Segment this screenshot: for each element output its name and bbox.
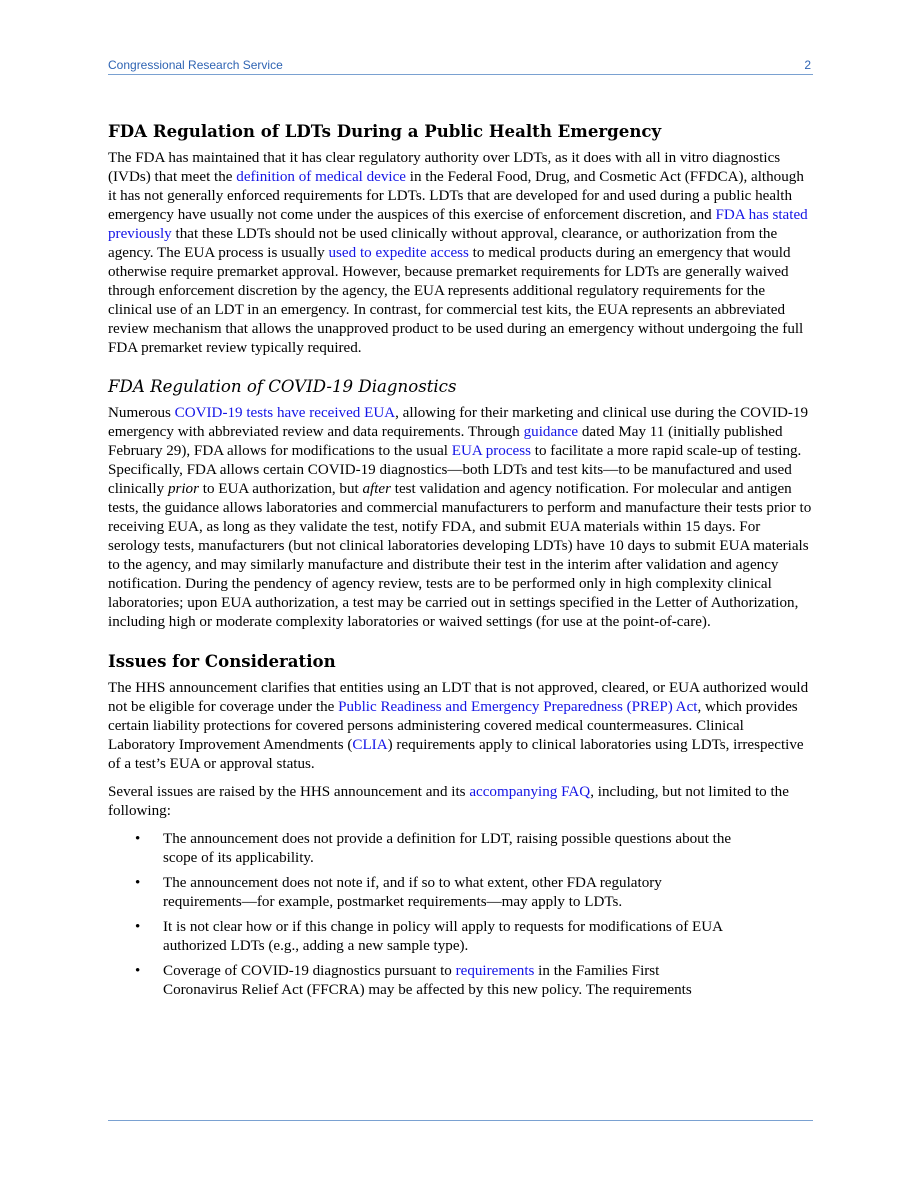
text-run: Numerous <box>108 405 175 421</box>
paragraph <box>108 679 813 774</box>
issues-bullet-list <box>108 830 813 1000</box>
text-run: The announcement does not note if, and if so to what extent, other FDA regulatory requirements—for example, postmarket requirements—may apply to LDTs. <box>163 875 662 910</box>
main-content <box>108 120 813 1006</box>
section-covid-diagnostics <box>108 376 813 632</box>
emphasis-after: after <box>362 481 391 497</box>
text-run: that these LDTs should not be used clinically without approval, clearance, or authorization from the agency. The EUA process is usually <box>108 226 778 261</box>
link-requirements[interactable]: requirements <box>455 963 535 979</box>
paragraph <box>108 149 813 358</box>
text-run: dated May 11 (initially published February 29), FDA allows for modifications to the usual <box>108 424 783 459</box>
link-clia[interactable]: CLIA <box>352 737 388 753</box>
bullet-icon: • <box>135 963 141 979</box>
list-item <box>108 962 733 1000</box>
text-run: to facilitate a more rapid scale-up of testing. Specifically, FDA allows certain COVID-19 diagnostics—both LDTs and test kits—to be manufactured and used clinically <box>108 443 802 497</box>
paragraph <box>108 404 813 632</box>
list-item <box>108 874 733 912</box>
link-prep-act[interactable]: Public Readiness and Emergency Preparedness (PREP) Act <box>338 699 698 715</box>
text-run: , including, but not limited to the following: <box>108 784 789 819</box>
bullet-icon: • <box>135 875 141 891</box>
text-run: , which provides certain liability protections for covered persons administering covered medical countermeasures. Clinical Laboratory Improvement Amendments ( <box>108 699 798 753</box>
text-run: The HHS announcement clarifies that entities using an LDT that is not approved, cleared, or EUA authorized would not be eligible for coverage under the <box>108 680 809 715</box>
footer-divider <box>108 1120 813 1121</box>
bullet-icon: • <box>135 919 141 935</box>
link-used-to-expedite-access[interactable]: used to expedite access <box>328 245 469 261</box>
text-run: in the Federal Food, Drug, and Cosmetic Act (FFDCA), although it has not generally enforced requirements for LDTs. LDTs that are developed for and used during a public health emergency have usually not come under the auspices of this exercise of enforcement discretion, and <box>108 169 804 223</box>
text-run: The FDA has maintained that it has clear regulatory authority over LDTs, as it does with all in vitro diagnostics (IVDs) that meet the <box>108 150 781 185</box>
paragraph <box>108 783 813 821</box>
link-definition-of-medical-device[interactable]: definition of medical device <box>236 169 407 185</box>
page-header <box>108 58 813 75</box>
list-item <box>108 918 733 956</box>
link-guidance[interactable]: guidance <box>523 424 579 440</box>
bullet-icon: • <box>135 831 141 847</box>
list-item <box>108 830 733 868</box>
link-eua-process[interactable]: EUA process <box>451 443 531 459</box>
emphasis-prior: prior <box>167 481 199 497</box>
link-accompanying-faq[interactable]: accompanying FAQ <box>469 784 591 800</box>
text-run: Several issues are raised by the HHS announcement and its <box>108 784 470 800</box>
text-run: It is not clear how or if this change in policy will apply to requests for modifications of EUA authorized LDTs (e.g., adding a new sample type). <box>163 919 723 954</box>
text-run: The announcement does not provide a definition for LDT, raising possible questions about the scope of its applicability. <box>163 831 732 866</box>
section-heading: Issues for Consideration <box>108 651 336 671</box>
text-run: to medical products during an emergency that would otherwise require premarket approval. However, because premarket requirements for LDTs are generally waived through enforcement discretion by the agency, the EUA represents additional regulatory requirements for the clinical use of an LDT in an emergency. In contrast, for commercial test kits, the EUA represents an abbreviated review mechanism that allows the unapproved product to be used during an emergency without undergoing the full FDA premarket review typically required. <box>108 245 804 356</box>
text-run: ) requirements apply to clinical laboratories using LDTs, irrespective of a test’s EUA or approval status. <box>108 737 804 772</box>
section-issues <box>108 650 813 1000</box>
text-run: Coverage of COVID-19 diagnostics pursuant to <box>163 963 456 979</box>
section-lDT-regulation <box>108 120 813 358</box>
text-run: test validation and agency notification. For molecular and antigen tests, the guidance allows laboratories and commercial manufacturers to perform and manufacture their tests prior to receiving EUA, as long as they validate the test, notify FDA, and submit EUA materials within 15 days. For serology tests, manufacturers (but not clinical laboratories developing LDTs) have 10 days to submit EUA materials to the agency, and may similarly manufacture and distribute their test in the interim after validation and agency notification. During the pendency of agency review, tests are to be performed only in high complexity clinical laboratories; upon EUA authorization, a test may be carried out in settings specified in the Letter of Authorization, including high or moderate complexity laboratories or waived settings (for use at the point-of-care). <box>108 481 812 630</box>
link-fda-has-stated-previously[interactable]: FDA has stated previously <box>108 207 808 242</box>
text-run: , allowing for their marketing and clinical use during the COVID-19 emergency with abbreviated review and data requirements. Through <box>108 405 808 440</box>
header-org-name: Congressional Research Service <box>108 58 283 72</box>
text-run: to EUA authorization, but <box>198 481 363 497</box>
subsection-heading: FDA Regulation of COVID-19 Diagnostics <box>108 377 457 396</box>
link-covid-tests-received-eua[interactable]: COVID-19 tests have received EUA <box>174 405 396 421</box>
text-run: in the Families First Coronavirus Relief Act (FFCRA) may be affected by this new policy. The requirements <box>163 963 692 998</box>
section-heading: FDA Regulation of LDTs During a Public Health Emergency <box>108 121 662 141</box>
page-number: 2 <box>804 58 811 72</box>
